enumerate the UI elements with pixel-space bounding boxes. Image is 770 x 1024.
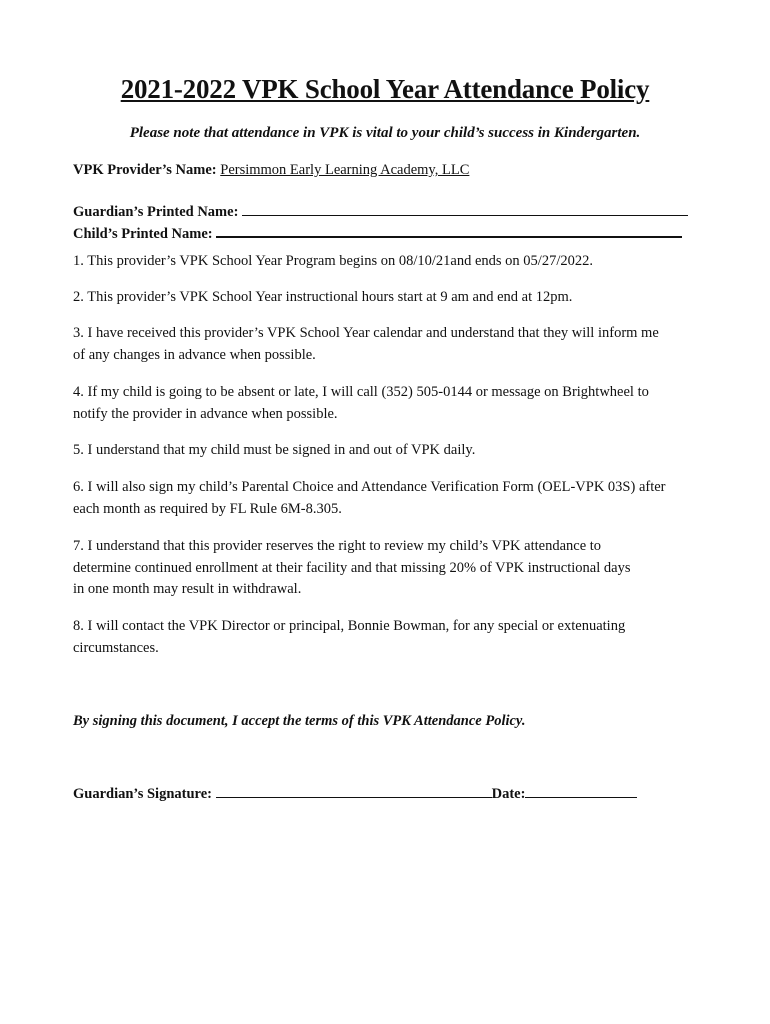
policy-item-6-line-1: 6. I will also sign my child’s Parental Choice and Attendance Verification Form (OEL-VPK 03S) after	[73, 479, 666, 495]
guardian-name-field[interactable]	[242, 203, 688, 216]
policy-item-3-line-1: 3. I have received this provider’s VPK School Year calendar and understand that they will inform me	[73, 325, 659, 341]
child-name-line	[73, 224, 682, 243]
policy-item-8-line-1: 8. I will contact the VPK Director or principal, Bonnie Bowman, for any special or extenuating	[73, 618, 626, 634]
policy-item-3	[73, 323, 703, 366]
document-subtitle: Please note that attendance in VPK is vital to your child’s success in Kindergarten.	[129, 125, 641, 141]
policy-item-7-line-1: 7. I understand that this provider reserves the right to review my child’s VPK attendance to	[73, 538, 602, 554]
acceptance-statement: By signing this document, I accept the terms of this VPK Attendance Policy.	[73, 713, 526, 729]
policy-item-4-line-1: 4. If my child is going to be absent or late, I will call (352) 505-0144 or message on Brightwheel to	[73, 384, 649, 400]
policy-item-6-line-2: each month as required by FL Rule 6M-8.305.	[73, 500, 342, 517]
provider-name: Persimmon Early Learning Academy, LLC	[220, 162, 470, 178]
guardian-name-label: Guardian’s Printed Name:	[73, 204, 239, 220]
date-label: Date:	[491, 786, 526, 802]
policy-item-5	[73, 440, 703, 462]
policy-item-8-line-2: circumstances.	[73, 639, 159, 656]
policy-item-6	[73, 477, 703, 520]
date-field[interactable]	[525, 785, 637, 798]
signature-label: Guardian’s Signature:	[73, 786, 212, 802]
policy-item-7-line-2: determine continued enrollment at their facility and that missing 20% of VPK instructional days	[73, 559, 631, 576]
policy-item-1	[73, 251, 703, 273]
policy-item-1-line-1: 1. This provider’s VPK School Year Program begins on 08/10/21and ends on 05/27/2022.	[73, 253, 593, 269]
child-name-label: Child’s Printed Name:	[73, 226, 213, 242]
guardian-name-line	[73, 203, 688, 221]
policy-item-5-line-1: 5. I understand that my child must be signed in and out of VPK daily.	[73, 442, 476, 458]
policy-item-2-line-1: 2. This provider’s VPK School Year instructional hours start at 9 am and end at 12pm.	[73, 289, 573, 305]
policy-item-2	[73, 287, 703, 309]
policy-item-7	[73, 536, 703, 601]
provider-label: VPK Provider’s Name:	[73, 162, 217, 178]
policy-item-4-line-2: notify the provider in advance when possible.	[73, 405, 338, 422]
child-name-field[interactable]	[216, 224, 682, 238]
policy-item-4	[73, 382, 703, 425]
signature-field[interactable]	[216, 785, 492, 798]
policy-item-3-line-2: of any changes in advance when possible.	[73, 346, 316, 363]
signature-line	[73, 785, 637, 803]
document-title: 2021-2022 VPK School Year Attendance Policy	[120, 74, 650, 104]
policy-item-7-line-3: in one month may result in withdrawal.	[73, 581, 302, 597]
provider-line	[73, 162, 469, 179]
policy-item-8	[73, 616, 703, 659]
